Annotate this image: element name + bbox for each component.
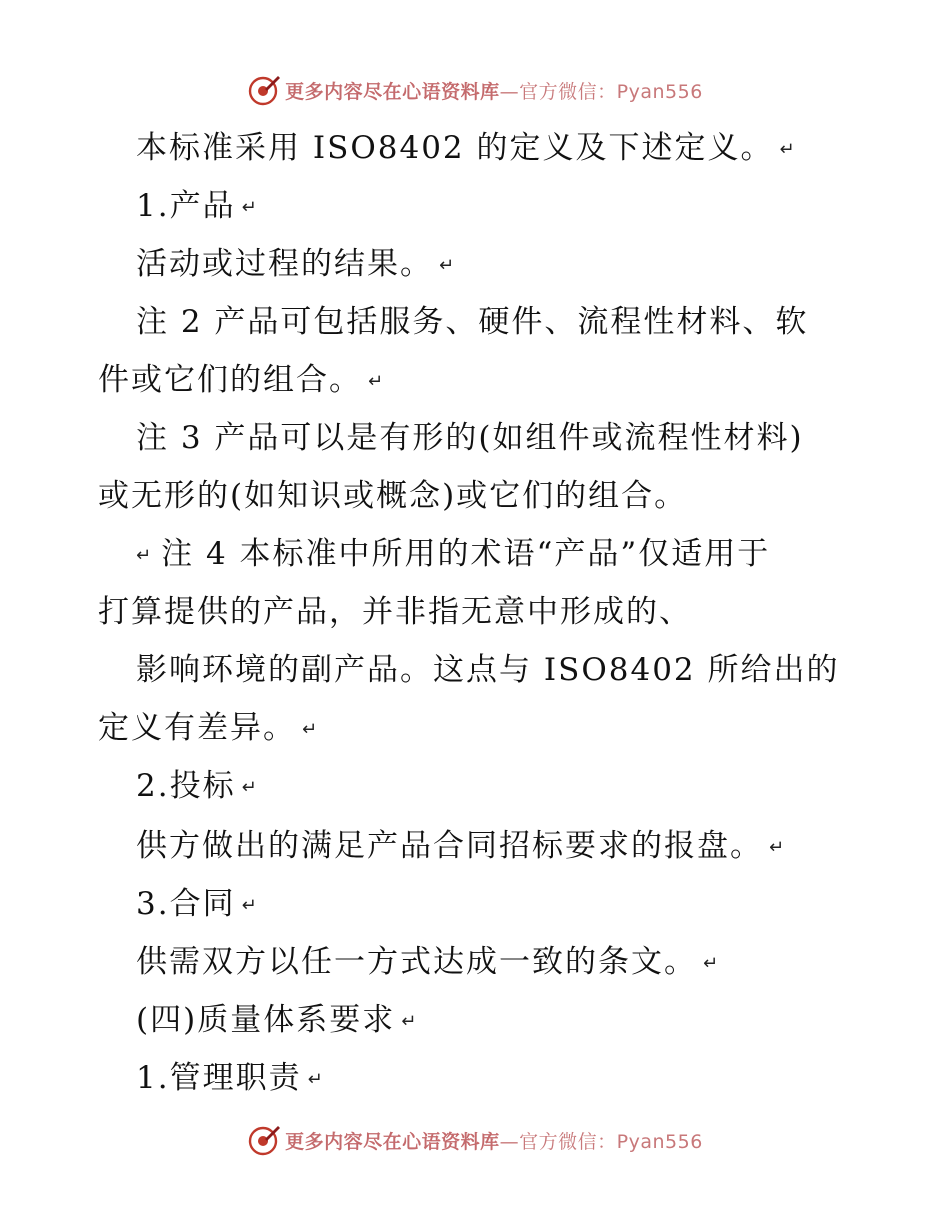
text-line [136, 186, 930, 226]
paragraph-mark-icon: ↵ [401, 1010, 417, 1032]
paragraph-mark-icon: ↵ [241, 894, 257, 916]
text-line [136, 826, 930, 866]
text-line [98, 476, 930, 516]
page-footer-watermark [0, 1120, 950, 1160]
line-text: 供需双方以任一方式达成一致的条文。 [136, 944, 697, 980]
paragraph-mark-icon: ↵ [769, 836, 785, 858]
line-text: 3.合同 [136, 886, 236, 922]
watermark-text: 更多内容尽在心语资料库—官方微信：Pyan556 [285, 80, 703, 103]
pen-logo-icon [247, 73, 281, 107]
line-text: 注 2 产品可包括服务、硬件、流程性材料、软 [136, 304, 809, 340]
paragraph-mark-icon: ↵ [779, 138, 795, 160]
line-text: 或无形的(如知识或概念)或它们的组合。 [98, 478, 688, 514]
text-line [136, 884, 930, 924]
paragraph-mark-icon: ↵ [703, 952, 719, 974]
text-line [136, 650, 930, 690]
line-text: 件或它们的组合。 [98, 362, 362, 398]
paragraph-mark-icon: ↵ [302, 718, 318, 740]
text-line [136, 942, 930, 982]
line-text: 供方做出的满足产品合同招标要求的报盘。 [136, 828, 763, 864]
line-text: 影响环境的副产品。这点与 ISO8402 所给出的 [136, 652, 840, 688]
text-line [98, 360, 930, 400]
paragraph-mark-icon: ↵ [368, 370, 384, 392]
line-text: 打算提供的产品，并非指无意中形成的、 [98, 594, 692, 630]
page-header-watermark [0, 70, 950, 110]
pen-logo-icon [247, 1123, 281, 1157]
text-line [136, 302, 930, 342]
line-text: 本标准采用 ISO8402 的定义及下述定义。 [136, 130, 774, 166]
paragraph-mark-icon: ↵ [241, 776, 257, 798]
text-line [136, 766, 930, 806]
text-line [136, 1058, 930, 1098]
paragraph-mark-icon: ↵ [307, 1068, 323, 1090]
line-text: 定义有差异。 [98, 710, 296, 746]
line-text: (四)质量体系要求 [136, 1002, 396, 1038]
line-text: 注 3 产品可以是有形的(如组件或流程性材料) [136, 420, 804, 456]
text-line [136, 418, 930, 458]
text-line [136, 534, 930, 574]
paragraph-mark-icon: ↵ [136, 544, 152, 566]
text-line [136, 244, 930, 284]
line-text: 注 4 本标准中所用的术语“产品”仅适用于 [161, 536, 771, 572]
text-line [136, 128, 930, 168]
line-text: 2.投标 [136, 768, 236, 804]
text-line [136, 1000, 930, 1040]
text-line [98, 592, 930, 632]
paragraph-mark-icon: ↵ [241, 196, 257, 218]
line-text: 1.管理职责 [136, 1060, 302, 1096]
paragraph-mark-icon: ↵ [439, 254, 455, 276]
line-text: 活动或过程的结果。 [136, 246, 433, 282]
text-line [98, 708, 930, 748]
watermark-text: 更多内容尽在心语资料库—官方微信：Pyan556 [285, 1130, 703, 1153]
line-text: 1.产品 [136, 188, 236, 224]
